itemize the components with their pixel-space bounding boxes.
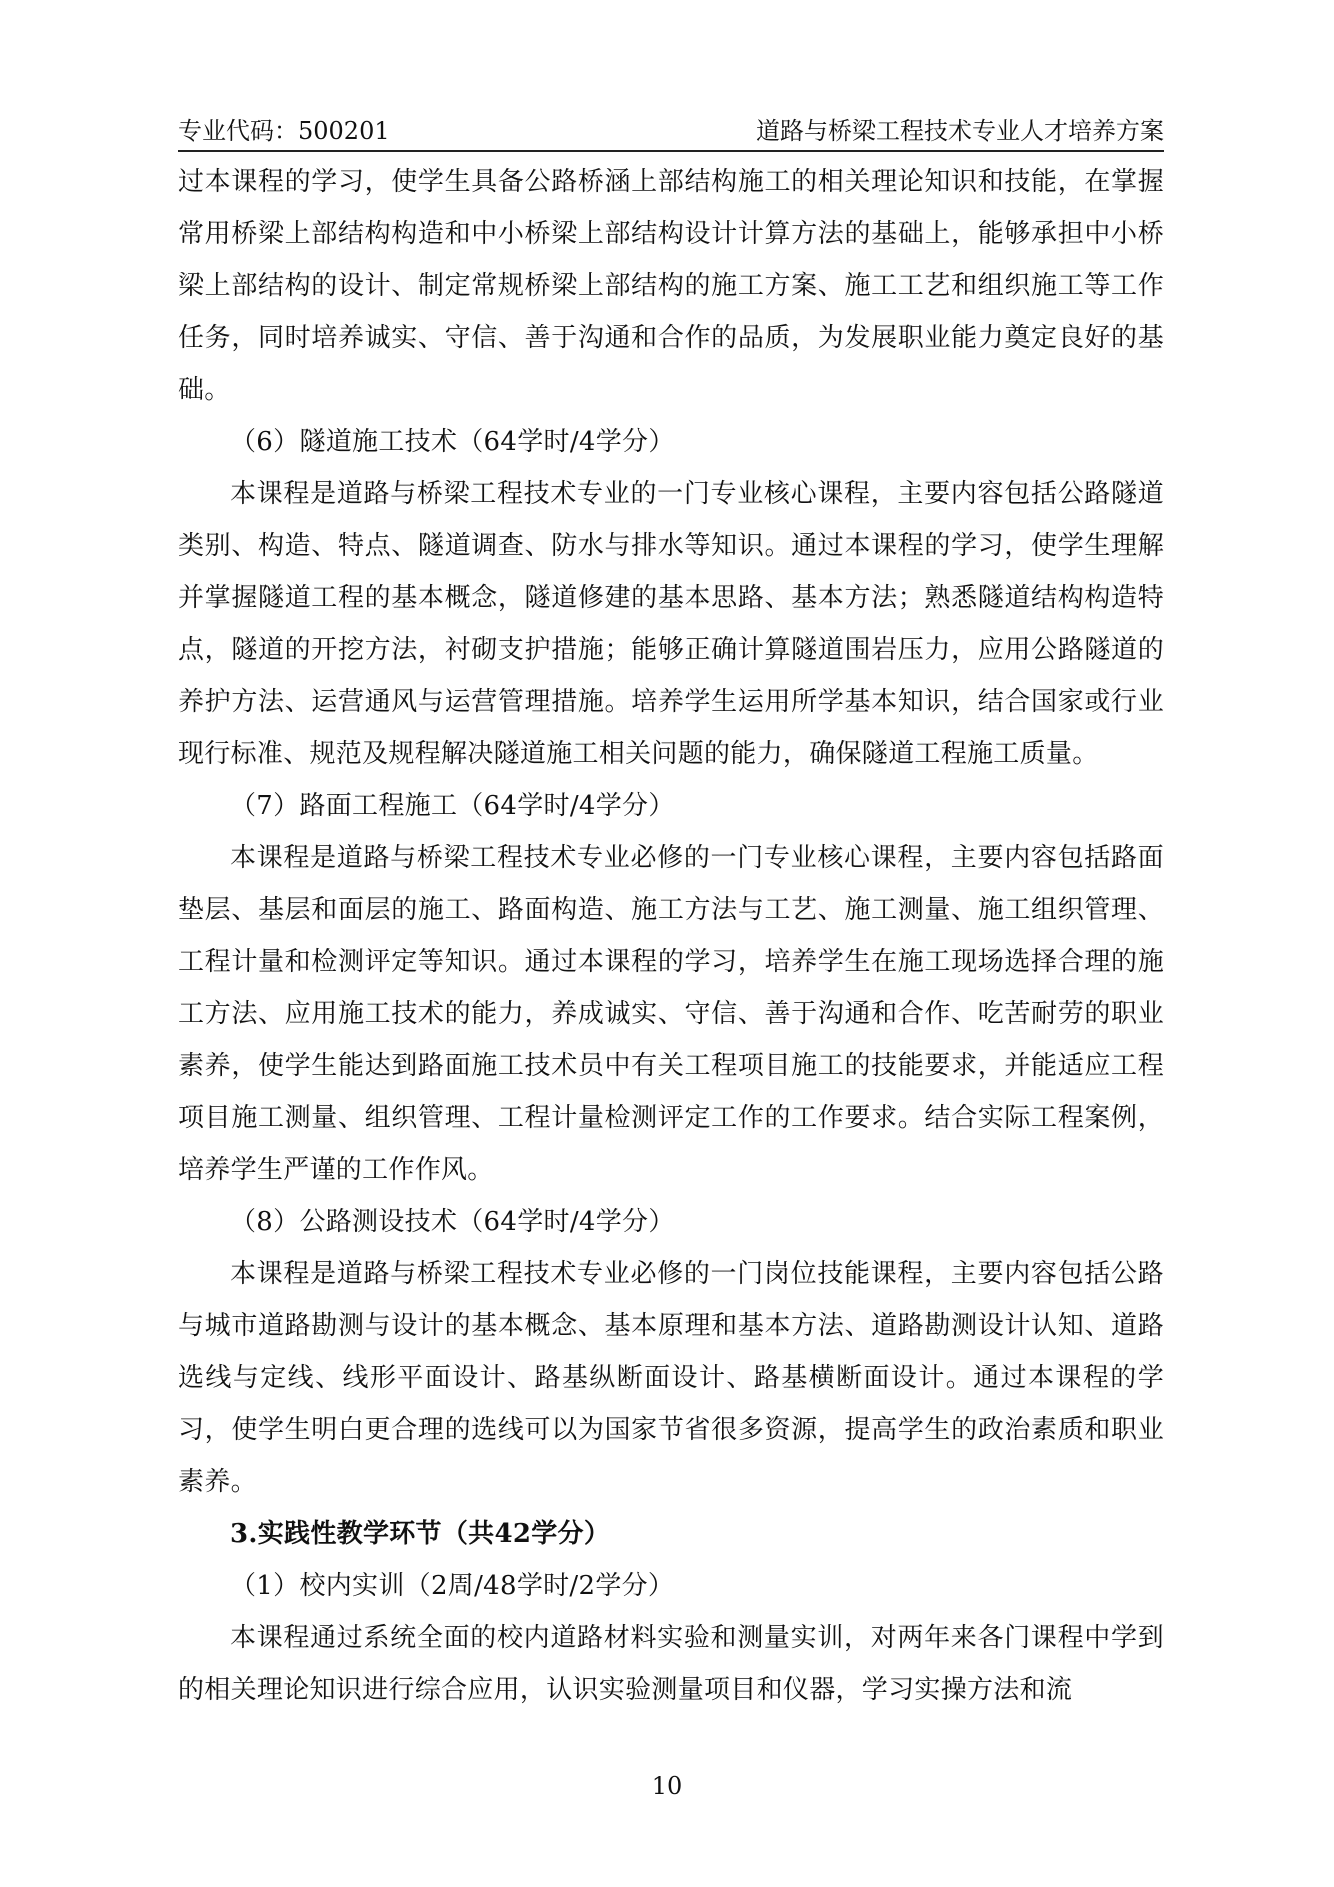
paragraph-tunnel-course: 本课程是道路与桥梁工程技术专业的一门专业核心课程，主要内容包括公路隧道类别、构造、特点、隧道调查、防水与排水等知识。通过本课程的学习，使学生理解并掌握隧道工程的基本概念，隧道修建的基本思路、基本方法；熟悉隧道结构构造特点，隧道的开挖方法，衬砌支护措施；能够正确计算隧道围岩压力，应用公路隧道的养护方法、运营通风与运营管理措施。培养学生运用所学基本知识，结合国家或行业现行标准、规范及规程解决隧道施工相关问题的能力，确保隧道工程施工质量。 bbox=[178, 479, 1164, 769]
paragraph-bridge-course-continued: 过本课程的学习，使学生具备公路桥涵上部结构施工的相关理论知识和技能，在掌握常用桥梁上部结构构造和中小桥梁上部结构设计计算方法的基础上，能够承担中小桥梁上部结构的设计、制定常规桥梁上部结构的施工方案、施工工艺和组织施工等工作任务，同时培养诚实、守信、善于沟通和合作的品质，为发展职业能力奠定良好的基础。 bbox=[178, 167, 1164, 405]
paragraph-campus-training: 本课程通过系统全面的校内道路材料实验和测量实训，对两年来各门课程中学到的相关理论知识进行综合应用，认识实验测量项目和仪器，学习实操方法和流 bbox=[178, 1623, 1164, 1705]
header-document-title: 道路与桥梁工程技术专业人才培养方案 bbox=[756, 117, 1164, 145]
course-heading-tunnel: （6）隧道施工技术（64学时/4学分） bbox=[230, 427, 675, 457]
page-header bbox=[178, 112, 1164, 152]
course-heading-survey: （8）公路测设技术（64学时/4学分） bbox=[230, 1207, 675, 1237]
paragraph-survey-course: 本课程是道路与桥梁工程技术专业必修的一门岗位技能课程，主要内容包括公路与城市道路勘测与设计的基本概念、基本原理和基本方法、道路勘测设计认知、道路选线与定线、线形平面设计、路基纵断面设计、路基横断面设计。通过本课程的学习，使学生明白更合理的选线可以为国家节省很多资源，提高学生的政治素质和职业素养。 bbox=[178, 1259, 1164, 1497]
course-heading-campus-training: （1）校内实训（2周/48学时/2学分） bbox=[230, 1571, 675, 1601]
page-number: 10 bbox=[651, 1772, 683, 1800]
course-heading-pavement: （7）路面工程施工（64学时/4学分） bbox=[230, 791, 675, 821]
paragraph-pavement-course: 本课程是道路与桥梁工程技术专业必修的一门专业核心课程，主要内容包括路面垫层、基层和面层的施工、路面构造、施工方法与工艺、施工测量、施工组织管理、工程计量和检测评定等知识。通过本课程的学习，培养学生在施工现场选择合理的施工方法、应用施工技术的能力，养成诚实、守信、善于沟通和合作、吃苦耐劳的职业素养，使学生能达到路面施工技术员中有关工程项目施工的技能要求，并能适应工程项目施工测量、组织管理、工程计量检测评定工作的工作要求。结合实际工程案例，培养学生严谨的工作作风。 bbox=[178, 843, 1164, 1185]
section-heading-practice: 3.实践性教学环节（共42学分） bbox=[230, 1519, 611, 1549]
document-body bbox=[178, 156, 1164, 1716]
header-program-code: 专业代码：500201 bbox=[178, 117, 390, 145]
